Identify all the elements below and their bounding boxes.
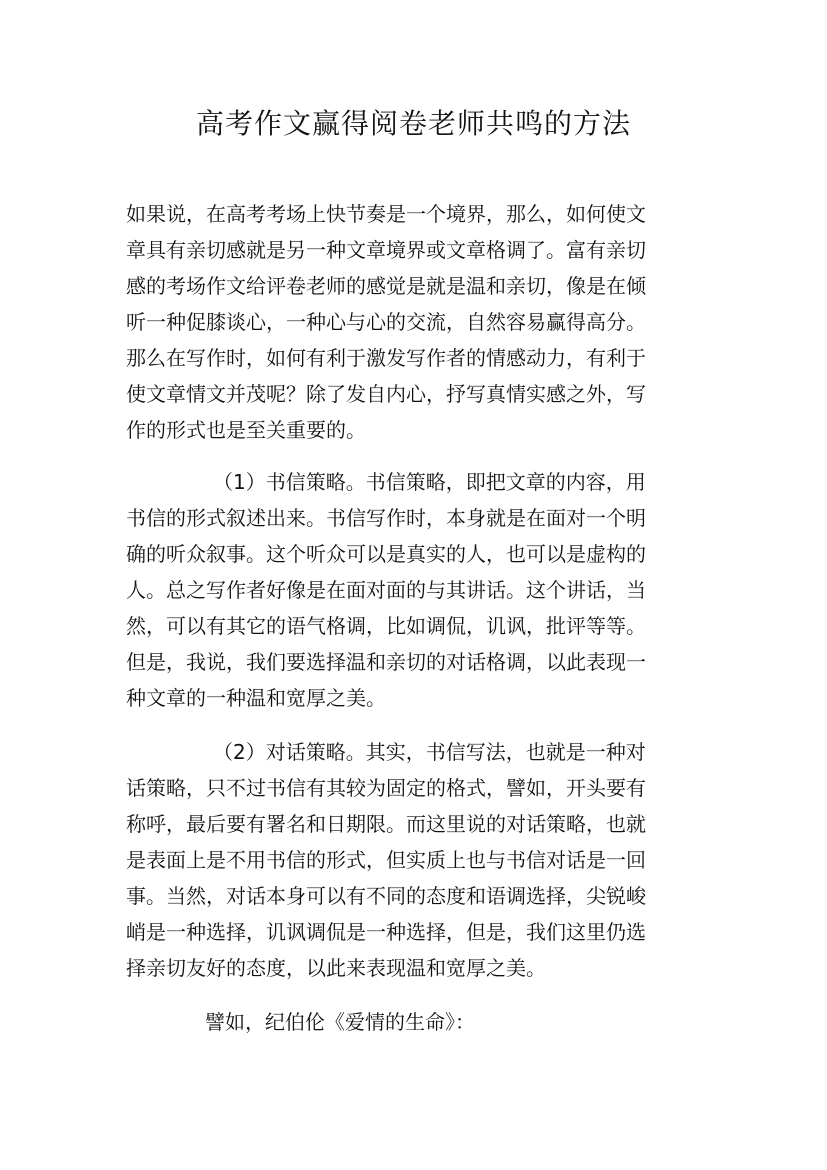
paragraph-line: 但是，我说，我们要选择温和亲切的对话格调，以此表现一	[126, 650, 646, 674]
paragraph-line: 那么在写作时，如何有利于激发写作者的情感动力，有利于	[126, 346, 646, 370]
paragraph-line: 章具有亲切感就是另一种文章境界或文章格调了。富有亲切	[126, 238, 646, 262]
paragraph-line: 确的听众叙事。这个听众可以是真实的人，也可以是虚构的	[126, 542, 646, 566]
paragraph-line: 事。当然，对话本身可以有不同的态度和语调选择，尖锐峻	[126, 884, 646, 908]
paragraph-line: 择亲切友好的态度，以此来表现温和宽厚之美。	[126, 956, 546, 980]
paragraph-line: 作的形式也是至关重要的。	[126, 418, 366, 442]
paragraph-line: 种文章的一种温和宽厚之美。	[126, 686, 386, 710]
paragraph-line: 人。总之写作者好像是在面对面的与其讲话。这个讲话，当	[126, 578, 646, 602]
paragraph-line: 然，可以有其它的语气格调，比如调侃，讥讽，批评等等。	[126, 614, 646, 638]
paragraph-line: 听一种促膝谈心，一种心与心的交流，自然容易赢得高分。	[126, 310, 646, 334]
paragraph-line: （2）对话策略。其实，书信写法，也就是一种对	[213, 740, 646, 764]
document-title: 高考作文赢得阅卷老师共鸣的方法	[195, 107, 631, 140]
paragraph-line: 譬如，纪伯伦《爱情的生命》：	[205, 1010, 475, 1034]
paragraph-line: 感的考场作文给评卷老师的感觉是就是温和亲切，像是在倾	[126, 274, 646, 298]
paragraph-line: 是表面上是不用书信的形式，但实质上也与书信对话是一回	[126, 848, 646, 872]
paragraph-line: 峭是一种选择，讥讽调侃是一种选择，但是，我们这里仍选	[126, 920, 646, 944]
paragraph-line: （1）书信策略。书信策略，即把文章的内容，用	[213, 470, 646, 494]
paragraph-line: 书信的形式叙述出来。书信写作时，本身就是在面对一个明	[126, 506, 646, 530]
paragraph-line: 称呼，最后要有署名和日期限。而这里说的对话策略，也就	[126, 812, 646, 836]
paragraph-line: 使文章情文并茂呢？除了发自内心，抒写真情实感之外，写	[126, 382, 646, 406]
paragraph-line: 话策略，只不过书信有其较为固定的格式，譬如，开头要有	[126, 776, 646, 800]
paragraph-line: 如果说，在高考考场上快节奏是一个境界，那么，如何使文	[126, 202, 646, 226]
